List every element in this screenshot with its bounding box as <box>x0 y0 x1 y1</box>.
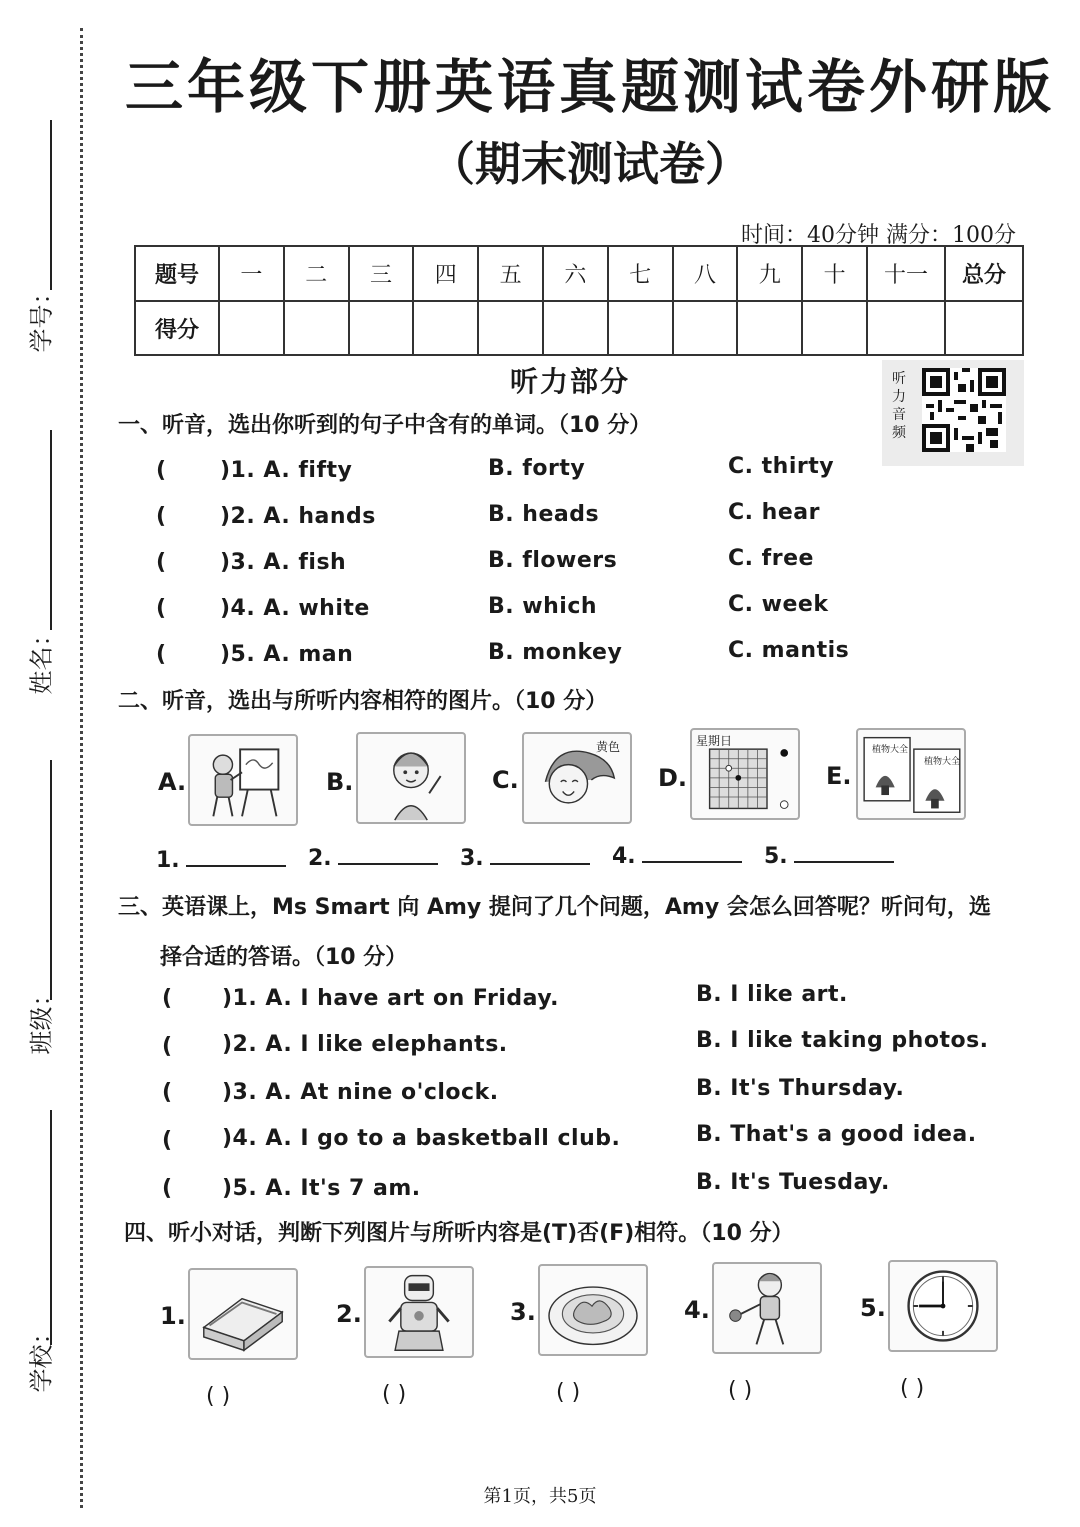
sandwich-icon[interactable] <box>188 1268 298 1360</box>
answer-paren[interactable]: ( <box>162 1034 173 1059</box>
girl-yellow-hair-icon[interactable] <box>522 732 632 824</box>
section2-title: 二、听音，选出与所听内容相符的图片。（10 分） <box>118 689 608 714</box>
score-header-cell: 十 <box>802 246 867 301</box>
option-b: B. monkey <box>488 640 623 665</box>
picture-number: 2. <box>336 1300 362 1328</box>
score-cell[interactable] <box>673 301 738 355</box>
picture-tag: 黄色 <box>595 740 620 754</box>
school-line <box>50 1110 52 1345</box>
option-a: )5. A. It's 7 am. <box>222 1176 421 1201</box>
name-line <box>50 430 52 630</box>
score-table <box>134 245 1024 356</box>
option-c: C. thirty <box>728 454 835 479</box>
answer-blank[interactable] <box>460 846 590 871</box>
picture-number: 4. <box>684 1296 710 1324</box>
score-table-header-row <box>135 246 1023 301</box>
school-label: 学校： <box>27 1320 56 1393</box>
option-b: B. which <box>488 594 598 619</box>
picture-letter: A. <box>158 768 187 796</box>
answer-paren[interactable]: ( <box>156 550 167 575</box>
option-a: )1. A. I have art on Friday. <box>222 986 560 1011</box>
answer-paren[interactable]: ( <box>156 596 167 621</box>
answer-paren[interactable]: ( <box>162 986 173 1011</box>
score-table-score-row <box>135 301 1023 355</box>
qr-label: 听力音频 <box>892 371 906 441</box>
section4-title: 四、听小对话，判断下列图片与所听内容是(T)否(F)相符。（10 分） <box>124 1221 794 1246</box>
answer-paren[interactable]: ( <box>156 642 167 667</box>
binding-dotted-line <box>80 28 83 1508</box>
score-header-cell: 二 <box>284 246 349 301</box>
option-a: )2. A. I like elephants. <box>222 1032 508 1057</box>
go-board-icon[interactable] <box>690 728 800 820</box>
option-b: B. heads <box>488 502 600 527</box>
picture-number: 3. <box>510 1298 536 1326</box>
blank-number: 4. <box>612 844 636 869</box>
answer-paren[interactable]: ( <box>162 1080 173 1105</box>
score-cell[interactable] <box>219 301 284 355</box>
answer-paren[interactable]: ( <box>162 1176 173 1201</box>
class-label: 班级： <box>27 982 56 1055</box>
picture-letter: D. <box>658 764 688 792</box>
score-cell[interactable] <box>284 301 349 355</box>
score-header-cell: 总分 <box>945 246 1023 301</box>
boy-ping-pong-icon[interactable] <box>712 1262 822 1354</box>
blank-line[interactable] <box>186 849 286 867</box>
tf-answer-paren[interactable]: ( ) <box>556 1380 581 1405</box>
option-b: B. It's Tuesday. <box>696 1170 890 1195</box>
time-score-info: 时间：40分钟 满分：100分 <box>741 223 1016 248</box>
score-row-label: 得分 <box>135 301 219 355</box>
answer-blank[interactable] <box>308 846 438 871</box>
score-cell[interactable] <box>608 301 673 355</box>
student-id-line <box>50 120 52 290</box>
option-a: )1. A. fifty <box>220 458 353 483</box>
option-c: C. week <box>728 592 829 617</box>
section3-title-cont: 择合适的答语。（10 分） <box>160 945 408 970</box>
score-cell[interactable] <box>478 301 543 355</box>
tf-answer-paren[interactable]: ( ) <box>900 1376 925 1401</box>
blank-number: 2. <box>308 846 332 871</box>
girl-waving-icon[interactable] <box>356 732 466 824</box>
score-header-cell: 八 <box>673 246 738 301</box>
option-b: B. I like art. <box>696 982 848 1007</box>
answer-paren[interactable]: ( <box>162 1128 173 1153</box>
score-header-cell: 三 <box>349 246 414 301</box>
clock-icon[interactable] <box>888 1260 998 1352</box>
picture-letter: E. <box>826 762 852 790</box>
section3-title: 三、英语课上，Ms Smart 向 Amy 提问了几个问题，Amy 会怎么回答呢？听问句，选 <box>118 895 991 920</box>
option-a: )5. A. man <box>220 642 354 667</box>
answer-paren[interactable]: ( <box>156 458 167 483</box>
tf-answer-paren[interactable]: ( ) <box>382 1382 407 1407</box>
robot-icon[interactable] <box>364 1266 474 1358</box>
score-cell[interactable] <box>543 301 608 355</box>
option-b: B. forty <box>488 456 586 481</box>
option-b: B. That's a good idea. <box>696 1122 977 1147</box>
option-b: B. I like taking photos. <box>696 1028 989 1053</box>
tf-answer-paren[interactable]: ( ) <box>728 1378 753 1403</box>
blank-number: 5. <box>764 844 788 869</box>
audio-qr-panel[interactable] <box>882 360 1024 466</box>
picture-number: 5. <box>860 1294 886 1322</box>
option-a: )2. A. hands <box>220 504 376 529</box>
picture-tag: 植物大全 <box>924 757 961 767</box>
class-line <box>50 760 52 1000</box>
blank-line[interactable] <box>794 845 894 863</box>
score-header-cell: 五 <box>478 246 543 301</box>
score-cell[interactable] <box>349 301 414 355</box>
page-footer: 第1页，共5页 <box>483 1486 597 1507</box>
score-cell[interactable] <box>737 301 802 355</box>
picture-letter: C. <box>492 766 519 794</box>
option-a: )4. A. white <box>220 596 370 621</box>
blank-number: 1. <box>156 848 180 873</box>
option-a: )3. A. At nine o'clock. <box>222 1080 499 1105</box>
score-header-cell: 六 <box>543 246 608 301</box>
name-label: 姓名： <box>27 622 56 695</box>
section1-title: 一、听音，选出你听到的句子中含有的单词。（10 分） <box>118 413 652 438</box>
score-header-cell: 题号 <box>135 246 219 301</box>
score-cell[interactable] <box>945 301 1023 355</box>
score-header-cell: 九 <box>737 246 802 301</box>
score-header-cell: 一 <box>219 246 284 301</box>
qr-code-icon[interactable] <box>922 368 1006 452</box>
picture-letter: B. <box>326 768 354 796</box>
picture-number: 1. <box>160 1302 186 1330</box>
answer-blank[interactable] <box>764 844 894 869</box>
blank-line[interactable] <box>642 845 742 863</box>
tf-answer-paren[interactable]: ( ) <box>206 1384 231 1409</box>
blank-number: 3. <box>460 846 484 871</box>
blank-line[interactable] <box>338 847 438 865</box>
option-a: )3. A. fish <box>220 550 347 575</box>
option-c: C. hear <box>728 500 820 525</box>
picture-tag: 植物大全 <box>872 745 909 755</box>
exam-title: 三年级下册英语真题测试卷外研版 <box>124 53 1055 121</box>
answer-blank[interactable] <box>612 844 742 869</box>
option-b: B. flowers <box>488 548 618 573</box>
score-cell[interactable] <box>802 301 867 355</box>
painting-boy-icon[interactable] <box>188 734 298 826</box>
score-cell[interactable] <box>867 301 945 355</box>
picture-tag: 星期日 <box>696 734 733 748</box>
score-header-cell: 四 <box>413 246 478 301</box>
answer-blank[interactable] <box>156 848 286 873</box>
option-a: )4. A. I go to a basketball club. <box>222 1126 621 1151</box>
plant-book-icon[interactable] <box>856 728 966 820</box>
listening-part-title: 听力部分 <box>509 365 630 398</box>
food-plate-icon[interactable] <box>538 1264 648 1356</box>
score-header-cell: 七 <box>608 246 673 301</box>
blank-line[interactable] <box>490 847 590 865</box>
answer-paren[interactable]: ( <box>156 504 167 529</box>
option-c: C. mantis <box>728 638 850 663</box>
option-b: B. It's Thursday. <box>696 1076 905 1101</box>
option-c: C. free <box>728 546 814 571</box>
exam-subtitle: （期末测试卷） <box>429 137 751 191</box>
score-header-cell: 十一 <box>867 246 945 301</box>
score-cell[interactable] <box>413 301 478 355</box>
student-id-label: 学号： <box>27 280 56 353</box>
